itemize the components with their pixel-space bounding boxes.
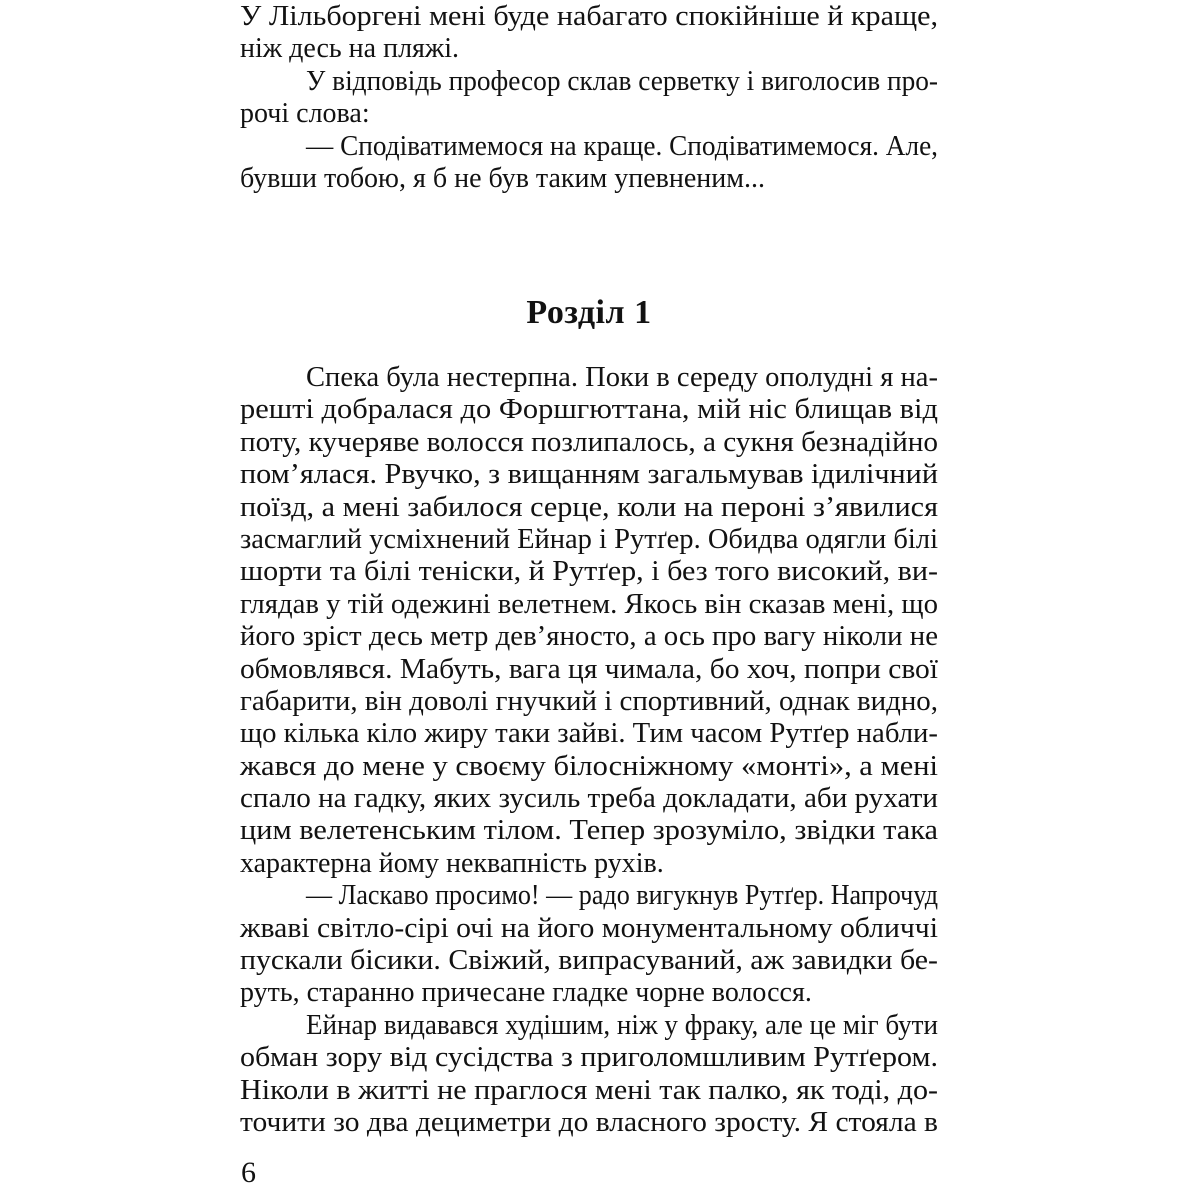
continuation-text-block bbox=[240, 1, 938, 195]
text-line: поту, кучеряве волосся позлипалось, а сукня безнадійно bbox=[240, 426, 938, 458]
text-line: точити зо два дециметри до власного зросту. Я стояла в bbox=[240, 1106, 938, 1138]
text-line: Спека була нестерпна. Поки в середу ополудні я на- bbox=[306, 362, 938, 393]
text-line: жваві світло-сірі очі на його монументальному обличчі bbox=[240, 912, 938, 944]
text-line: обмовлявся. Мабуть, вага ця чимала, бо хоч, попри свої bbox=[240, 653, 938, 685]
chapter-heading: Розділ 1 bbox=[526, 294, 652, 331]
text-line: руть, старанно причесане гладке чорне волосся. bbox=[240, 977, 812, 1009]
text-line: обман зору від сусідства з приголомшливим Рутґером. bbox=[240, 1042, 938, 1074]
text-line: решті добралася до Форшгюттана, мій ніс блищав від bbox=[240, 394, 938, 426]
text-line: Ейнар видавався худішим, ніж у фраку, але це міг бути bbox=[306, 1009, 938, 1041]
text-line: бувши тобою, я б не був таким упевненим... bbox=[240, 162, 765, 194]
text-line: габарити, він доволі гнучкий і спортивний, однак видно, bbox=[240, 685, 938, 717]
text-line: рочі слова: bbox=[240, 98, 370, 130]
text-line: характерна йому неквапність рухів. bbox=[240, 847, 664, 879]
text-line: глядав у тій одежині велетнем. Якось він сказав мені, що bbox=[240, 588, 938, 620]
text-line: У Лільборгені мені буде набагато спокійніше й краще, bbox=[240, 1, 938, 32]
text-line: що кілька кіло жиру таки зайві. Тим часом Рутґер набли- bbox=[240, 718, 938, 750]
text-line: його зріст десь метр дев’яносто, а ось про вагу ніколи не bbox=[240, 621, 938, 653]
text-line: жався до мене у своєму білосніжному «монті», а мені bbox=[240, 750, 938, 782]
text-line: Ніколи в житті не праглося мені так палко, як тоді, до- bbox=[240, 1074, 938, 1106]
text-line: цим велетенським тілом. Тепер зрозуміло, звідки така bbox=[240, 815, 938, 847]
text-line: засмаглий усміхнений Ейнар і Рутґер. Обидва одягли білі bbox=[240, 523, 939, 555]
text-line: пускали бісики. Свіжий, випрасуваний, аж завидки бе- bbox=[240, 945, 938, 977]
text-line: шорти та білі теніски, й Рутґер, і без того високий, ви- bbox=[240, 556, 938, 588]
text-line: — Ласкаво просимо! — радо вигукнув Рутґер. Напрочуд bbox=[306, 880, 938, 912]
text-line: У відповідь професор склав серветку і виголосив про- bbox=[306, 65, 938, 97]
page-number: 6 bbox=[241, 1156, 256, 1189]
chapter-body-text-block bbox=[240, 362, 938, 1139]
text-line: ніж десь на пляжі. bbox=[240, 33, 460, 65]
text-line: поїзд, а мені забилося серце, коли на пероні з’явилися bbox=[240, 491, 939, 523]
text-line: — Сподіватимемося на краще. Сподіватимемося. Але, bbox=[306, 130, 938, 162]
text-line: спало на гадку, яких зусиль треба докладати, аби рухати bbox=[240, 783, 938, 815]
text-line: пом’ялася. Рвучко, з вищанням загальмував ідилічний bbox=[240, 459, 938, 491]
